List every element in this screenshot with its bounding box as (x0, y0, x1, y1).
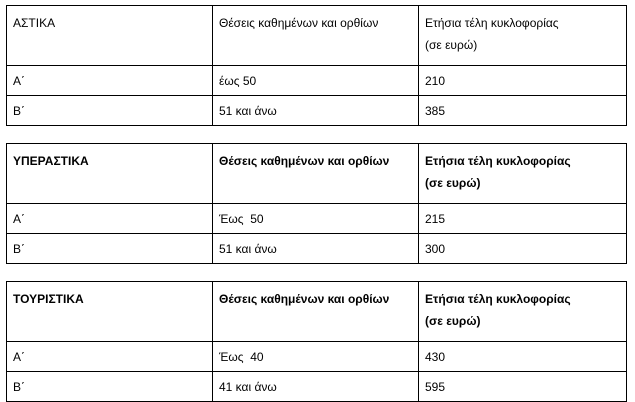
fee-cell: 385 (419, 96, 627, 126)
seats-header: Θέσεις καθημένων και ορθίων (213, 6, 419, 66)
table-row (7, 234, 627, 264)
fee-header-line1: Ετήσια τέλη κυκλοφορίας (425, 292, 571, 306)
category-header: ΑΣΤΙΚΑ (7, 6, 213, 66)
seats-cell: Έως 50 (213, 204, 419, 234)
intercity-fees-table (6, 143, 627, 264)
table-header-row (7, 6, 627, 66)
fee-header-line1: Ετήσια τέλη κυκλοφορίας (425, 16, 559, 30)
seats-cell: 41 και άνω (213, 372, 419, 402)
class-cell: Β΄ (7, 372, 213, 402)
fee-cell: 430 (419, 342, 627, 372)
table-row (7, 372, 627, 402)
class-cell: Β΄ (7, 234, 213, 264)
table-row (7, 342, 627, 372)
table-header-row (7, 144, 627, 204)
class-cell: Α΄ (7, 204, 213, 234)
fee-cell: 215 (419, 204, 627, 234)
fee-cell: 210 (419, 66, 627, 96)
fee-header-line2: (σε ευρώ) (425, 176, 481, 190)
fee-header (419, 6, 627, 66)
class-cell: Β΄ (7, 96, 213, 126)
table-row (7, 66, 627, 96)
class-cell: Α΄ (7, 66, 213, 96)
table-row (7, 96, 627, 126)
fee-cell: 595 (419, 372, 627, 402)
seats-cell: 51 και άνω (213, 96, 419, 126)
urban-fees-table (6, 5, 627, 126)
seats-cell: Έως 40 (213, 342, 419, 372)
seats-header: Θέσεις καθημένων και ορθίων (213, 282, 419, 342)
seats-cell: 51 και άνω (213, 234, 419, 264)
fee-header-line2: (σε ευρώ) (425, 314, 481, 328)
seats-header: Θέσεις καθημένων και ορθίων (213, 144, 419, 204)
seats-cell: έως 50 (213, 66, 419, 96)
fee-header-line2: (σε ευρώ) (425, 38, 478, 52)
table-row (7, 204, 627, 234)
fee-header (419, 282, 627, 342)
fee-header-line1: Ετήσια τέλη κυκλοφορίας (425, 154, 571, 168)
category-header: ΤΟΥΡΙΣΤΙΚΑ (7, 282, 213, 342)
category-header: ΥΠΕΡΑΣΤΙΚΑ (7, 144, 213, 204)
class-cell: Α΄ (7, 342, 213, 372)
table-header-row (7, 282, 627, 342)
tourist-fees-table (6, 281, 627, 402)
fee-cell: 300 (419, 234, 627, 264)
fee-header (419, 144, 627, 204)
